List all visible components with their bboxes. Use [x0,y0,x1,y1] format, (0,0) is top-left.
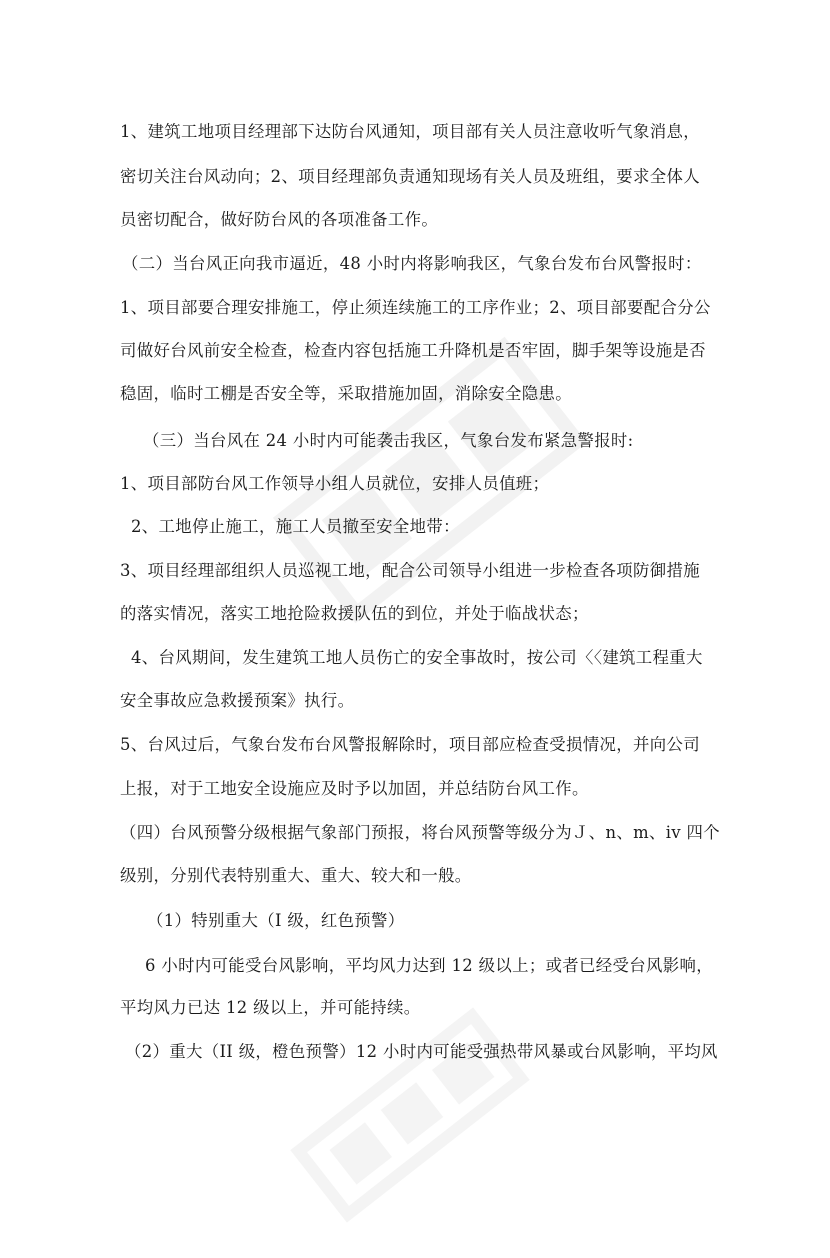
text-line-18: 级别，分别代表特别重大、重大、较大和一般。 [120,866,472,885]
text-line-17: （四）台风预警分级根据气象部门预报，将台风预警等级分为Ｊ、n、m、iv 四个 [120,823,720,842]
text-line-21: 平均风力已达 12 级以上，并可能持续。 [120,998,421,1017]
text-line-13: 4、台风期间，发生建筑工地人员伤亡的安全事故时，按公司〈〈建筑工程重大 [131,648,703,667]
text-line-1: 1、建筑工地项目经理部下达防台风通知，项目部有关人员注意收听气象消息， [120,122,700,141]
text-line-7: 稳固，临时工棚是否安全等，采取措施加固，消除安全隐患。 [120,384,572,403]
text-line-4: （二）当台风正向我市逼近，48 小时内将影响我区，气象台发布台风警报时： [122,254,702,273]
text-line-19: （1）特别重大（I 级，红色预警） [147,911,405,930]
text-line-3: 员密切配合，做好防台风的各项准备工作。 [120,210,439,229]
text-line-22: （2）重大（II 级，橙色预警）12 小时内可能受强热带风暴或台风影响，平均风 [125,1042,718,1061]
text-line-16: 上报，对于工地安全设施应及时予以加固，并总结防台风工作。 [120,779,589,798]
text-line-8: （三）当台风在 24 小时内可能袭击我区，气象台发布紧急警报时: [143,431,634,450]
text-line-12: 的落实情况，落实工地抢险救援队伍的到位，并处于临战状态； [120,604,589,623]
text-line-10: 2、工地停止施工，施工人员撤至安全地带： [131,517,460,536]
text-line-20: 6 小时内可能受台风影响，平均风力达到 12 级以上；或者已经受台风影响， [145,956,713,975]
text-line-15: 5、台风过后，气象台发布台风警报解除时，项目部应检查受损情况，并向公司 [120,735,700,754]
text-line-14: 安全事故应急救援预案》执行。 [120,691,355,710]
text-line-5: 1、项目部要合理安排施工，停止须连续施工的工序作业；2、项目部要配合分公 [120,298,711,317]
text-line-6: 司做好台风前安全检查，检查内容包括施工升降机是否牢固，脚手架等设施是否 [120,341,706,360]
text-line-2: 密切关注台风动向；2、项目经理部负责通知现场有关人员及班组，要求全体人 [120,167,700,186]
text-line-11: 3、项目经理部组织人员巡视工地，配合公司领导小组进一步检查各项防御措施 [120,561,700,580]
text-line-9: 1、项目部防台风工作领导小组人员就位，安排人员值班； [120,474,550,493]
